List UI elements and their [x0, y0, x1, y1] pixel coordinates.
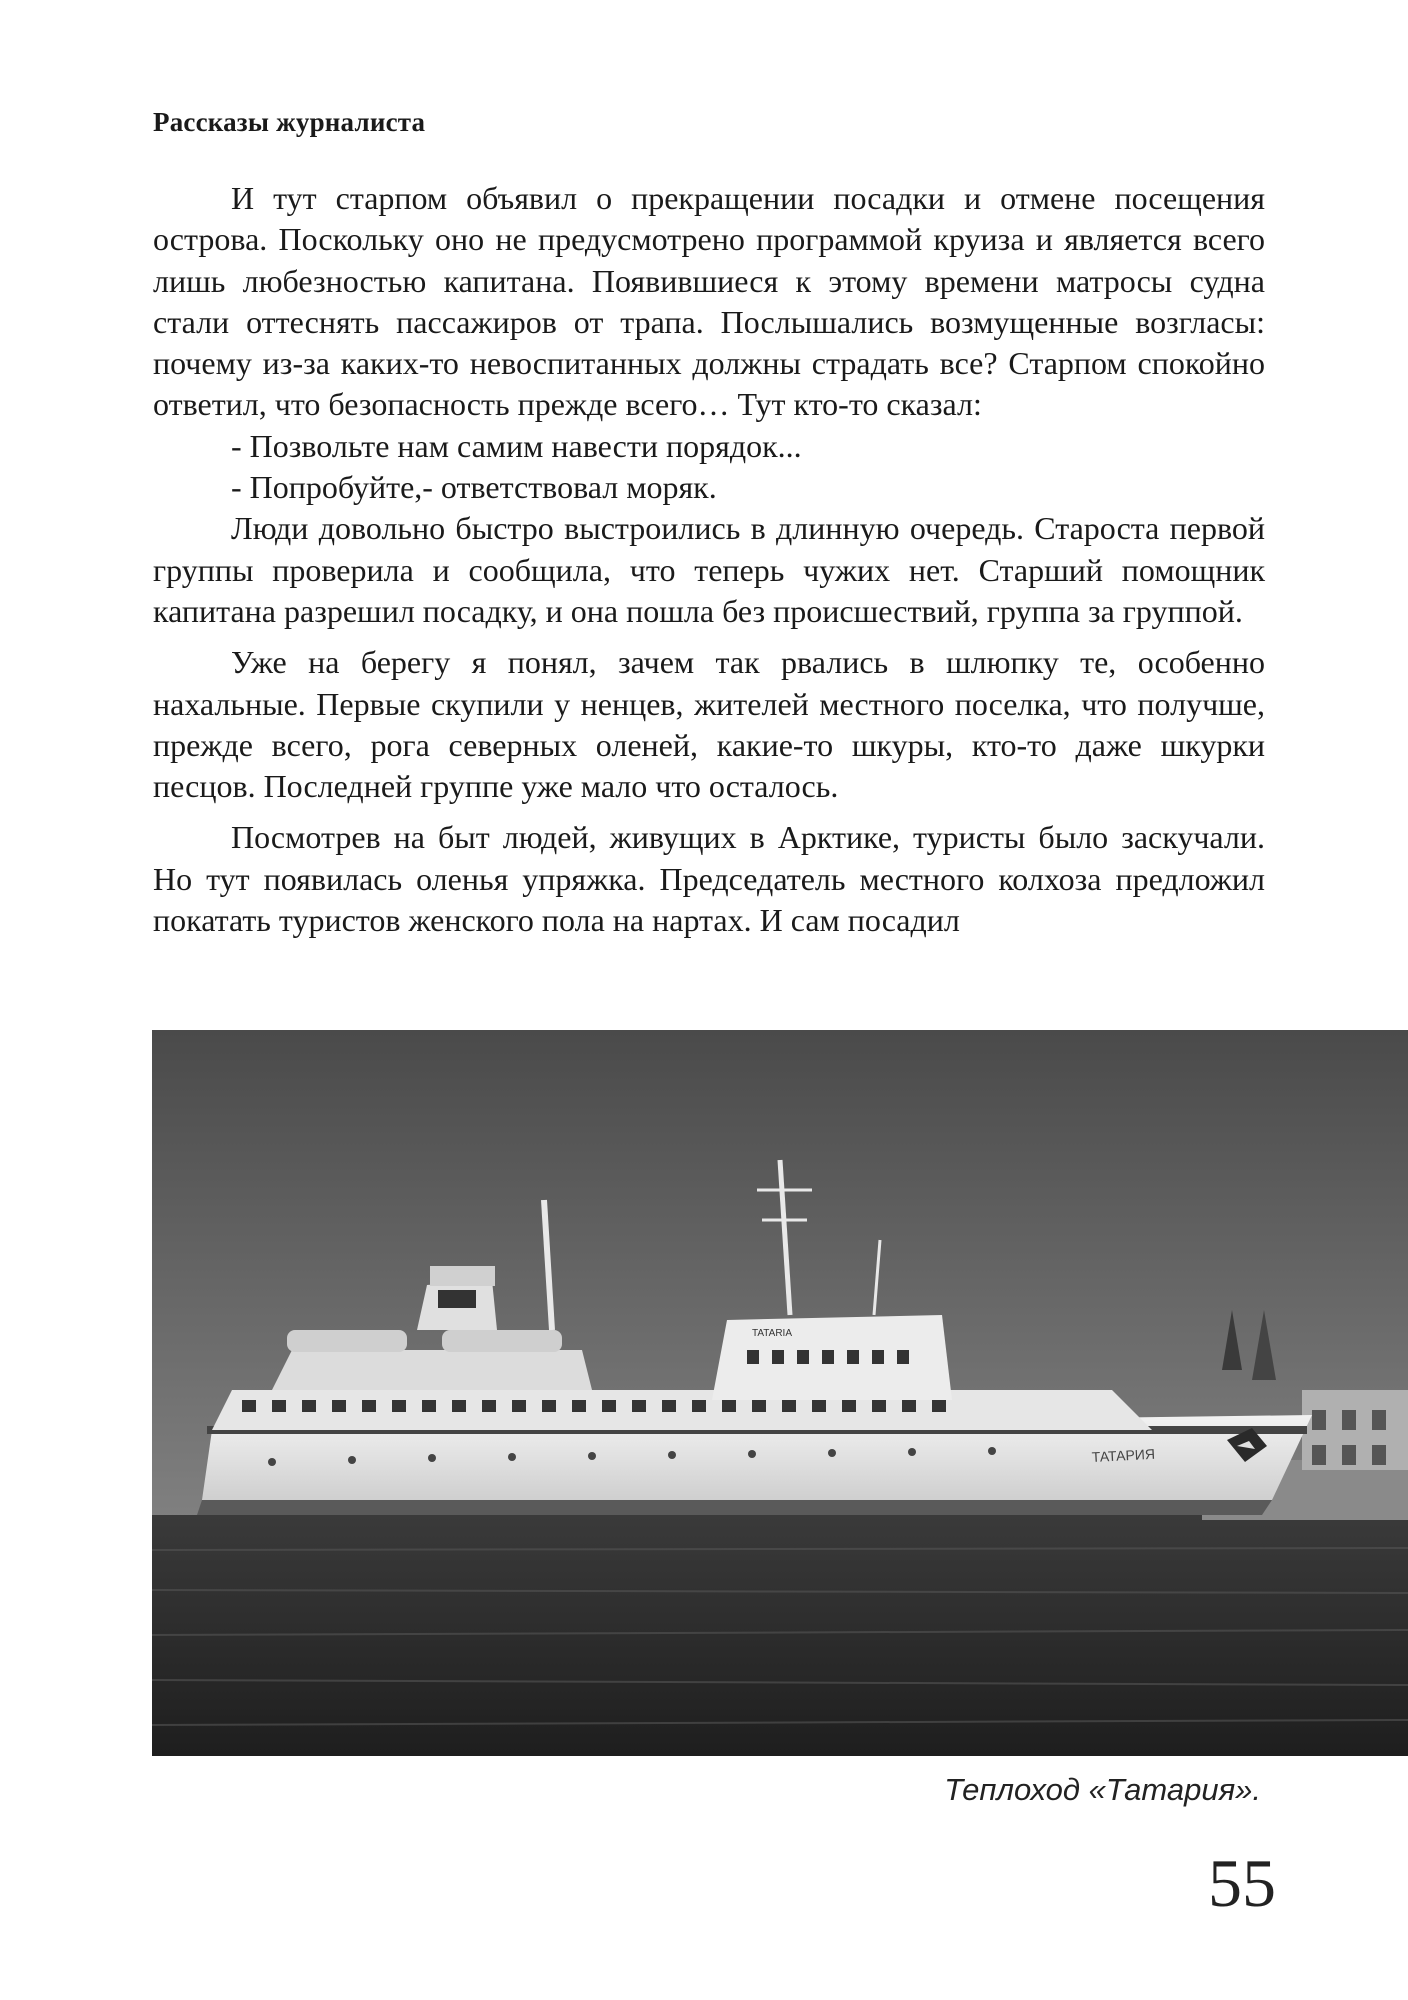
photo-caption: Теплоход «Татария».	[944, 1772, 1261, 1807]
paragraph: И тут старпом объявил о прекращении посадки и отмене посещения острова. Поскольку оно не предусмотрено программой круиза и является всего лишь любезностью капитана. Появившиеся к этому времени матросы судна стали оттеснять пассажиров от трапа. Послышались возмущенные возгласы: почему из-за каких-то невоспитанных должны страдать все? Старпом спокойно ответил, что безопасность прежде всего… Тут кто-то сказал:	[153, 180, 1265, 423]
ship-photo	[152, 1030, 1408, 1756]
ship-photo-illustration	[152, 1030, 1408, 1756]
paragraph: Люди довольно быстро выстроились в длинную очередь. Староста первой группы проверила и сообщила, что теперь чужих нет. Старший помощник капитана разрешил посадку, и она пошла без происшествий, группа за группой.	[153, 510, 1265, 629]
ship-name-latin: TATARIA	[752, 1328, 792, 1339]
paragraph: - Позвольте нам самим навести порядок...	[231, 427, 802, 464]
running-head: Рассказы журналиста	[153, 107, 426, 137]
page-number: 55	[1208, 1845, 1276, 1921]
ship-name-hull: ТАТАРИЯ	[1091, 1445, 1156, 1465]
paragraph: Уже на берегу я понял, зачем так рвались в шлюпку те, особенно нахальные. Первые скупили у ненцев, жителей местного поселка, что получше, прежде всего, рога северных оленей, какие-то шкуры, кто-то даже шкурки песцов. Последней группе уже мало что осталось.	[153, 644, 1265, 805]
paragraph: - Попробуйте,- ответствовал моряк.	[231, 469, 717, 506]
paragraph: Посмотрев на быт людей, живущих в Арктике, туристы было заскучали. Но тут появилась оленья упряжка. Председатель местного колхоза предложил покатать туристов женского пола на нартах. И сам посадил	[153, 819, 1265, 939]
body-text	[153, 178, 1265, 941]
